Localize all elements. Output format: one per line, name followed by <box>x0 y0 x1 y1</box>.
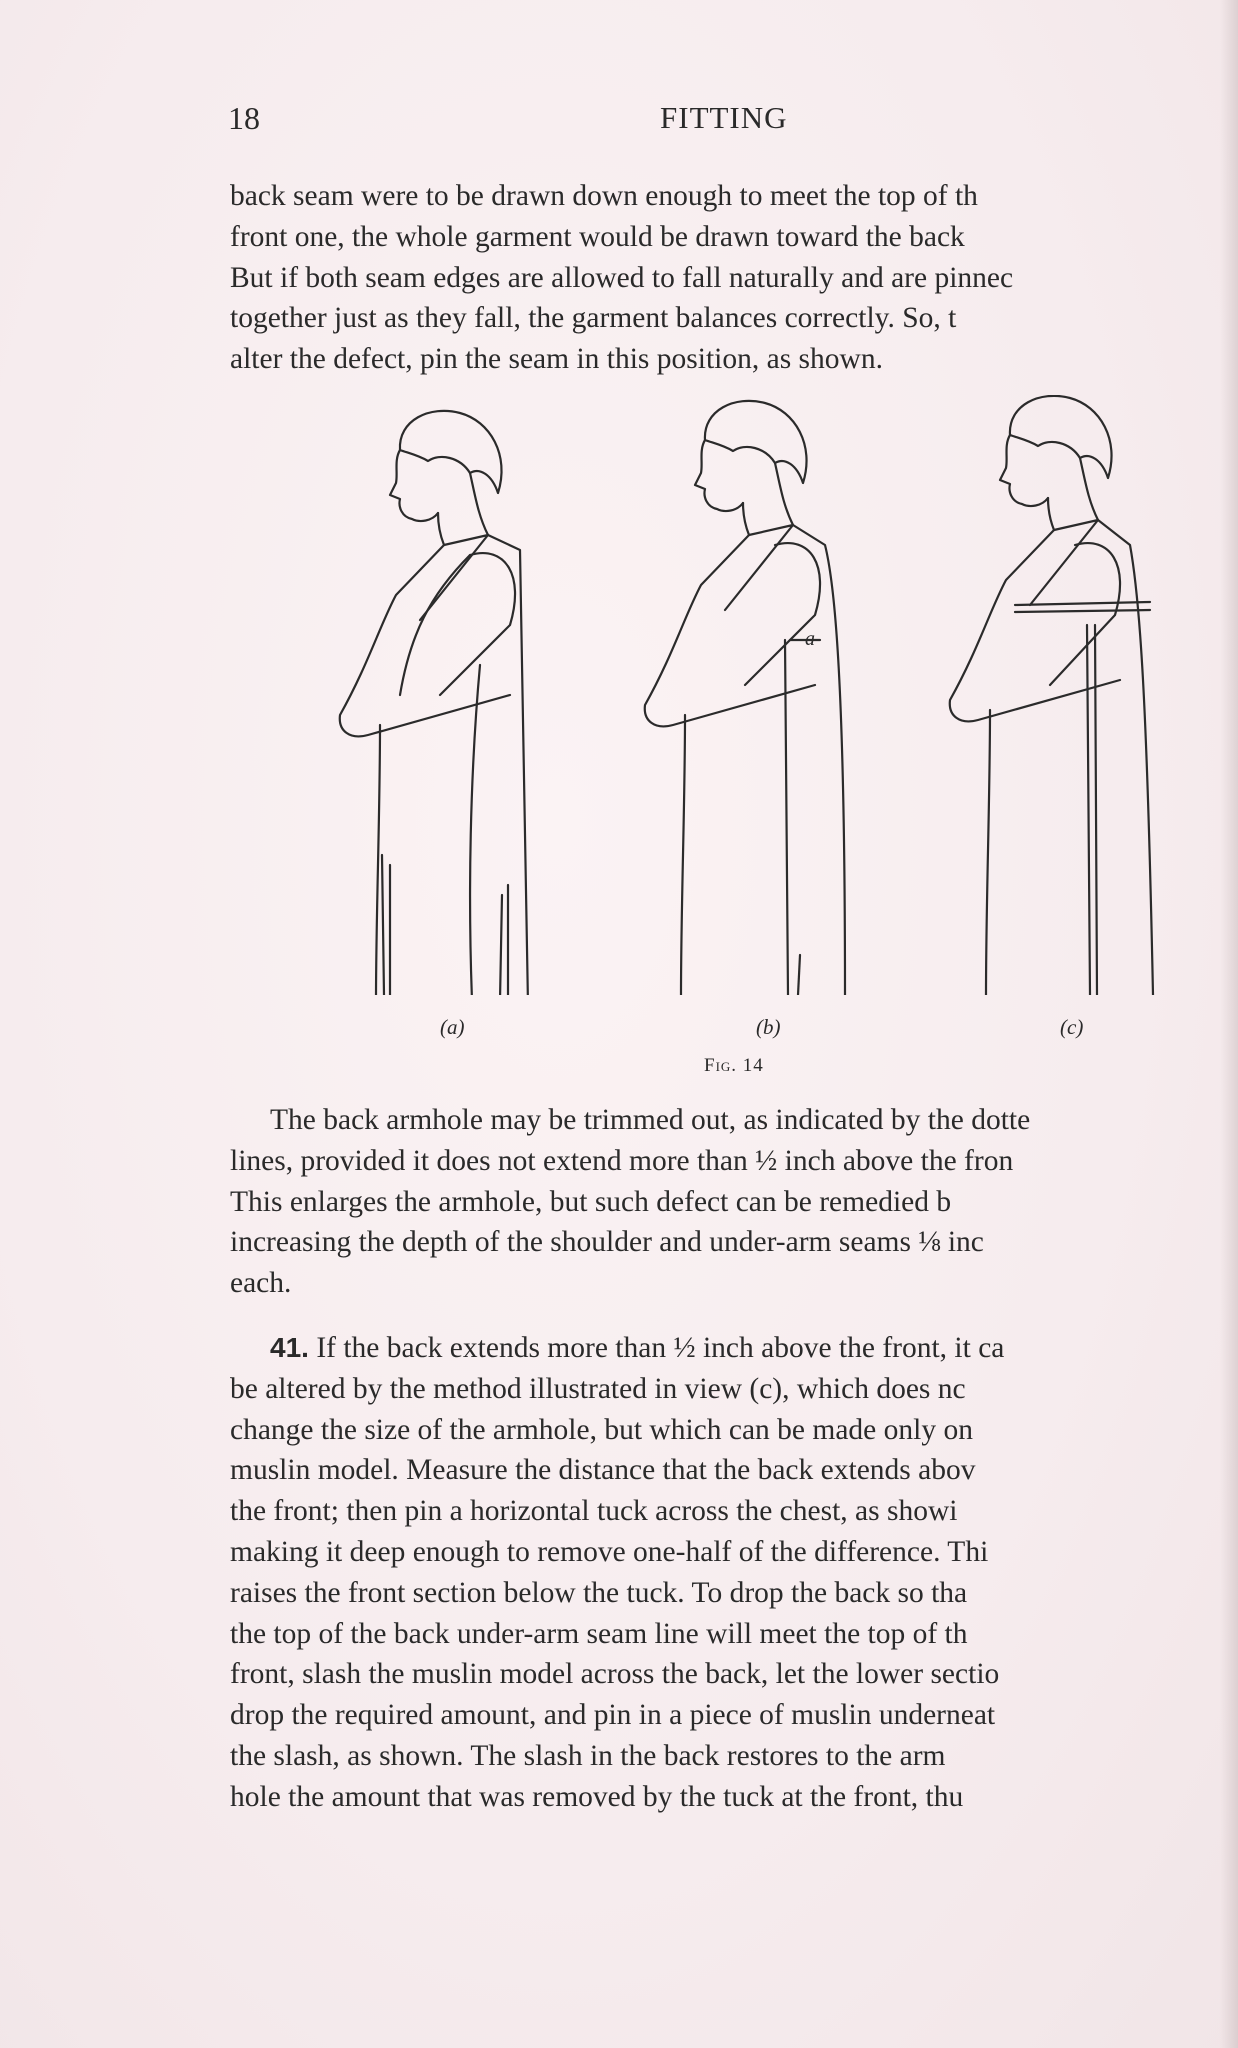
running-title: FITTING <box>660 100 788 135</box>
page-header <box>228 100 1238 140</box>
paragraph-middle <box>230 1100 1238 1304</box>
text-line: hole the amount that was removed by the tuck at the front, thu <box>230 1780 964 1813</box>
text-line: increasing the depth of the shoulder and under-arm seams ⅛ inc <box>230 1226 984 1259</box>
paragraph-top <box>230 176 1238 380</box>
figure-view-a <box>340 411 528 995</box>
text-line: This enlarges the armhole, but such defect can be remedied b <box>230 1185 952 1218</box>
text-line: the slash, as shown. The slash in the back restores to the arm <box>230 1739 946 1772</box>
text-line: alter the defect, pin the seam in this position, as shown. <box>230 343 883 376</box>
figure-view-c <box>950 396 1153 995</box>
figure-14-illustration <box>320 395 1238 995</box>
text-line: lines, provided it does not extend more than ½ inch above the fron <box>230 1144 1014 1177</box>
text-line: front one, the whole garment would be drawn toward the back <box>230 220 965 253</box>
page-number: 18 <box>228 100 260 136</box>
text-line: The back armhole may be trimmed out, as indicated by the dotte <box>270 1104 1031 1136</box>
figure-view-b <box>645 401 845 995</box>
caption-view-c: (c) <box>1060 1015 1084 1039</box>
text-line: be altered by the method illustrated in view (c), which does nc <box>230 1372 966 1405</box>
text-line: raises the front section below the tuck. To drop the back so tha <box>230 1576 968 1609</box>
caption-view-a: (a) <box>440 1015 465 1039</box>
caption-view-b: (b) <box>756 1015 781 1039</box>
text-line: the top of the back under-arm seam line will meet the top of th <box>230 1617 968 1650</box>
text-line: making it deep enough to remove one-half of the difference. Thi <box>230 1535 989 1568</box>
point-label-a: a <box>805 628 815 650</box>
figure-title: Fig. 14 <box>704 1055 764 1076</box>
paragraph-41 <box>230 1328 1238 1818</box>
page-edge-shadow <box>1220 0 1238 2048</box>
text-line: change the size of the armhole, but which can be made only on <box>230 1413 973 1446</box>
text-line: muslin model. Measure the distance that the back extends abov <box>230 1454 976 1487</box>
text-line: drop the required amount, and pin in a piece of muslin underneat <box>230 1699 996 1732</box>
text-line: But if both seam edges are allowed to fall naturally and are pinnec <box>230 261 1014 294</box>
text-line: each. <box>230 1267 292 1300</box>
text-line <box>230 1328 1238 1369</box>
text-line: together just as they fall, the garment balances correctly. So, t <box>230 302 957 335</box>
text-line: back seam were to be drawn down enough to meet the top of th <box>230 180 978 212</box>
text-line: the front; then pin a horizontal tuck across the chest, as showi <box>230 1495 958 1528</box>
text-fragment: If the back extends more than ½ inch above the front, it ca <box>308 1332 1005 1364</box>
section-number: 41. <box>270 1332 309 1363</box>
text-line: front, slash the muslin model across the back, let the lower sectio <box>230 1658 1000 1691</box>
